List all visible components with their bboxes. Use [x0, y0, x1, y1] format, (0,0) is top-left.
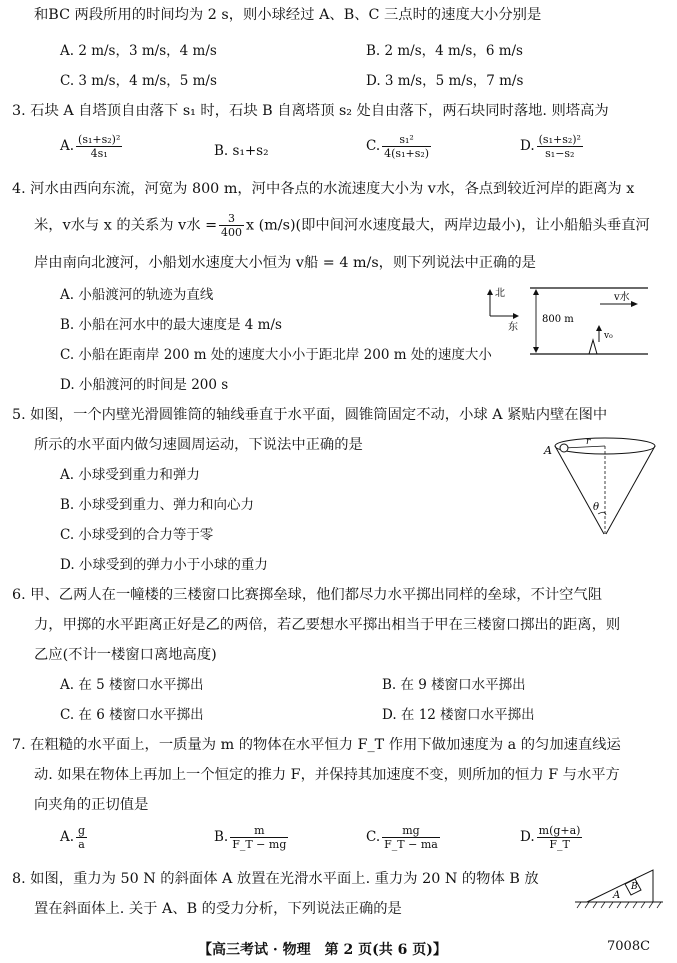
q3-option-b: B. s₁+s₂	[214, 143, 269, 159]
incline-a-label: A	[613, 890, 621, 901]
angle-label: θ	[593, 502, 600, 513]
q7-option-a: A. $\frac{g}{a}$	[60, 824, 86, 851]
q3-option-c: C. $\frac{\text{s₁²}}{\text{4(s₁+s₂)}}$	[366, 133, 430, 160]
incline-diagram	[575, 864, 665, 910]
q7-stem-1: 7. 在粗糙的水平面上，一质量为 m 的物体在水平恒力 F_T 作用下做加速度为 a 的匀加速直线运	[12, 737, 621, 753]
q2-option-c: C. 3 m/s，4 m/s，5 m/s	[60, 73, 217, 89]
q5-option-b: B. 小球受到重力、弹力和向心力	[60, 497, 255, 513]
q5-option-d: D. 小球受到的弹力小于小球的重力	[60, 557, 268, 573]
q7-option-b: B. $\frac{m}{F\_T - mg}$	[214, 824, 287, 851]
boat-velocity-label: v₀	[604, 331, 613, 341]
q7-option-c: C. $\frac{mg}{F\_T - ma}$	[366, 824, 438, 851]
radius-label: r	[586, 437, 591, 447]
q4-stem-3: 岸由南向北渡河，小船划水速度大小恒为 v船 = 4 m/s，则下列说法中正确的是	[34, 255, 536, 271]
river-diagram	[486, 284, 652, 364]
north-label: 北	[495, 288, 505, 299]
water-velocity-label: v水	[614, 292, 630, 303]
block-b-label: B	[631, 882, 638, 892]
q3-option-a: A. $\frac{\text{(s₁+s₂)²}}{\text{4s₁}}$	[60, 133, 121, 160]
river-width-label: 800 m	[542, 314, 574, 325]
q4-option-d: D. 小船渡河的时间是 200 s	[60, 377, 229, 393]
q5-stem-1: 5. 如图，一个内壁光滑圆锥筒的轴线垂直于水平面，圆锥筒固定不动，小球 A 紧贴内壁在图中	[12, 407, 608, 423]
q7-stem-2: 动. 如果在物体上再加上一个恒定的推力 F，并保持其加速度不变，则所加的恒力 F 与水平方	[34, 767, 620, 783]
q5-option-c: C. 小球受到的合力等于零	[60, 527, 214, 543]
q3-option-d: D. $\frac{\text{(s₁+s₂)²}}{\text{s₁−s₂}}$	[520, 133, 581, 160]
q6-option-c: C. 在 6 楼窗口水平掷出	[60, 707, 204, 723]
q6-option-a: A. 在 5 楼窗口水平掷出	[60, 677, 204, 693]
q2-option-d: D. 3 m/s，5 m/s，7 m/s	[366, 73, 524, 89]
q6-stem-1: 6. 甲、乙两人在一幢楼的三楼窗口比赛掷垒球，他们都尽力水平掷出同样的垒球，不计空气阻	[12, 587, 603, 603]
q6-option-b: B. 在 9 楼窗口水平掷出	[382, 677, 526, 693]
q3-stem: 3. 石块 A 自塔顶自由落下 s₁ 时，石块 B 自离塔顶 s₂ 处自由落下，两石块同时落地. 则塔高为	[12, 103, 609, 119]
page-footer: 【高三考试 · 物理 第 2 页(共 6 页)】	[198, 942, 447, 958]
q6-stem-2: 力，甲掷的水平距离正好是乙的两倍，若乙要想水平掷出相当于甲在三楼窗口掷出的距离，则	[34, 617, 621, 633]
q2-option-b: B. 2 m/s，4 m/s，6 m/s	[366, 43, 523, 59]
east-label: 东	[508, 322, 518, 333]
q4-option-b: B. 小船在河水中的最大速度是 4 m/s	[60, 317, 282, 333]
q8-stem-1: 8. 如图，重力为 50 N 的斜面体 A 放置在光滑水平面上. 重力为 20 N 的物体 B 放	[12, 871, 539, 887]
exam-code: 7008C	[607, 939, 651, 954]
cone-diagram	[540, 430, 670, 540]
q7-stem-3: 向夹角的正切值是	[34, 797, 149, 813]
q2-option-a: A. 2 m/s，3 m/s，4 m/s	[60, 43, 217, 59]
q5-stem-2: 所示的水平面内做匀速圆周运动，下说法中正确的是	[34, 437, 363, 453]
q7-option-d: D. $\frac{m(g+a)}{F\_T}$	[520, 824, 581, 851]
q4-option-c: C. 小船在距南岸 200 m 处的速度大小小于距北岸 200 m 处的速度大小	[60, 347, 492, 363]
q6-option-d: D. 在 12 楼窗口水平掷出	[382, 707, 535, 723]
q4-option-a: A. 小船渡河的轨迹为直线	[60, 287, 214, 303]
q5-option-a: A. 小球受到重力和弹力	[60, 467, 200, 483]
q8-stem-2: 置在斜面体上. 关于 A、B 的受力分析，下列说法正确的是	[34, 901, 402, 917]
q6-stem-3: 乙应(不计一楼窗口离地高度)	[34, 647, 217, 663]
q4-stem-1: 4. 河水由西向东流，河宽为 800 m，河中各点的水流速度大小为 v水，各点到较近河岸的距离为 x	[12, 181, 635, 197]
q4-stem-2: 米，v水与 x 的关系为 v水 = $\frac{3}{400}$ x (m/s)(即中间河水速度最大，两岸边最小)，让小船船头垂直河	[34, 212, 650, 239]
q2-stem-tail: 和BC 两段所用的时间均为 2 s，则小球经过 A、B、C 三点时的速度大小分别是	[34, 7, 542, 23]
ball-label: A	[544, 444, 552, 457]
